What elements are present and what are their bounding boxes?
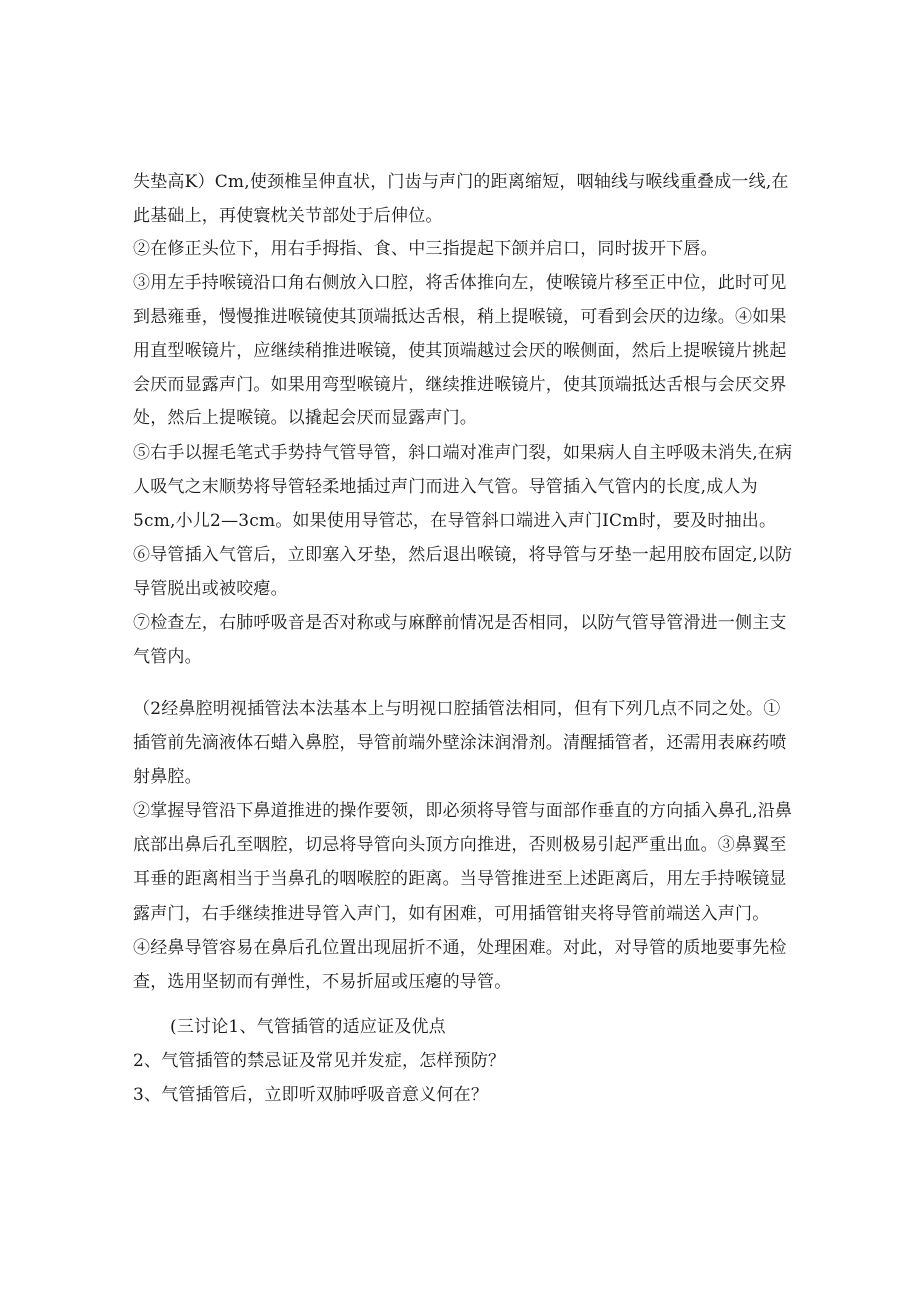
text-line: 耳垂的距离相当于当鼻孔的咽喉腔的距离。当导管推进至上述距离后，用左手持喉镜显	[133, 869, 787, 889]
text-line: 查，选用坚韧而有弹性，不易折屈或压瘪的导管。	[133, 972, 512, 992]
text-line: ④经鼻导管容易在鼻后孔位置出现屈折不通，处理困难。对此，对导管的质地要事先检	[133, 938, 787, 958]
text-line: 气管内。	[133, 647, 202, 667]
text-line: 到悬雍垂，慢慢推进喉镜使其顶端抵达舌根，稍上提喉镜，可看到会厌的边缘。④如果	[133, 307, 787, 327]
text-line: 2、气管插管的禁忌证及常见并发症，怎样预防？	[133, 1051, 506, 1071]
text-line: 人吸气之末顺势将导管轻柔地插过声门而进入气管。导管插入气管内的长度,成人为	[133, 477, 758, 497]
text-line: ②掌握导管沿下鼻道推进的操作要领，即必须将导管与面部作垂直的方向插入鼻孔,沿鼻	[133, 801, 793, 821]
text-line: 底部出鼻后孔至咽腔，切忌将导管向头顶方向推进，否则极易引起严重出血。③鼻翼至	[133, 835, 787, 855]
text-line: 露声门，右手继续推进导管入声门，如有困难，可用插管钳夹将导管前端送入声门。	[133, 904, 770, 924]
text-line: 插管前先滴液体石蜡入鼻腔，导管前端外壁涂沫润滑剂。清醒插管者，还需用表麻药喷	[133, 733, 787, 753]
text-line: 射鼻腔。	[133, 767, 202, 787]
text-line: ⑥导管插入气管后，立即塞入牙垫，然后退出喉镜，将导管与牙垫一起用胶布固定,以防	[133, 545, 793, 565]
text-line: (三讨论1、气管插管的适应证及优点	[170, 1017, 446, 1037]
text-line: ②在修正头位下，用右手拇指、食、中三指提起下颌并启口，同时拔开下唇。	[133, 239, 718, 259]
text-line: ⑦检查左，右肺呼吸音是否对称或与麻醉前情况是否相同，以防气管导管滑进一侧主支	[133, 613, 787, 633]
text-line: 5cm,小儿2—3cm。如果使用导管芯，在导管斜口端进入声门ICm时，要及时抽出。	[133, 511, 777, 531]
text-line: 会厌而显露声门。如果用弯型喉镜片，继续推进喉镜片，使其顶端抵达舌根与会厌交界	[133, 375, 787, 395]
text-line: ③用左手持喉镜沿口角右侧放入口腔，将舌体推向左，使喉镜片移至正中位，此时可见	[133, 273, 787, 293]
text-line: 导管脱出或被咬瘪。	[133, 579, 288, 599]
text-line: ⑤右手以握毛笔式手势持气管导管，斜口端对准声门裂，如果病人自主呼吸未消失,在病	[133, 443, 793, 463]
text-line: 此基础上，再使寰枕关节部处于后伸位。	[133, 206, 443, 226]
text-line: （2经鼻腔明视插管法本法基本上与明视口腔插管法相同，但有下列几点不同之处。①	[133, 699, 781, 719]
text-line: 失垫高K）Cm,使颈椎呈伸直状，门齿与声门的距离缩短，咽轴线与喉线重叠成一线,在	[133, 172, 789, 192]
text-line: 用直型喉镜片，应继续稍推进喉镜，使其顶端越过会厌的喉侧面，然后上提喉镜片挑起	[133, 341, 787, 361]
text-line: 3、气管插管后，立即听双肺呼吸音意义何在？	[133, 1085, 489, 1105]
text-line: 处，然后上提喉镜。以撬起会厌而显露声门。	[133, 408, 477, 428]
